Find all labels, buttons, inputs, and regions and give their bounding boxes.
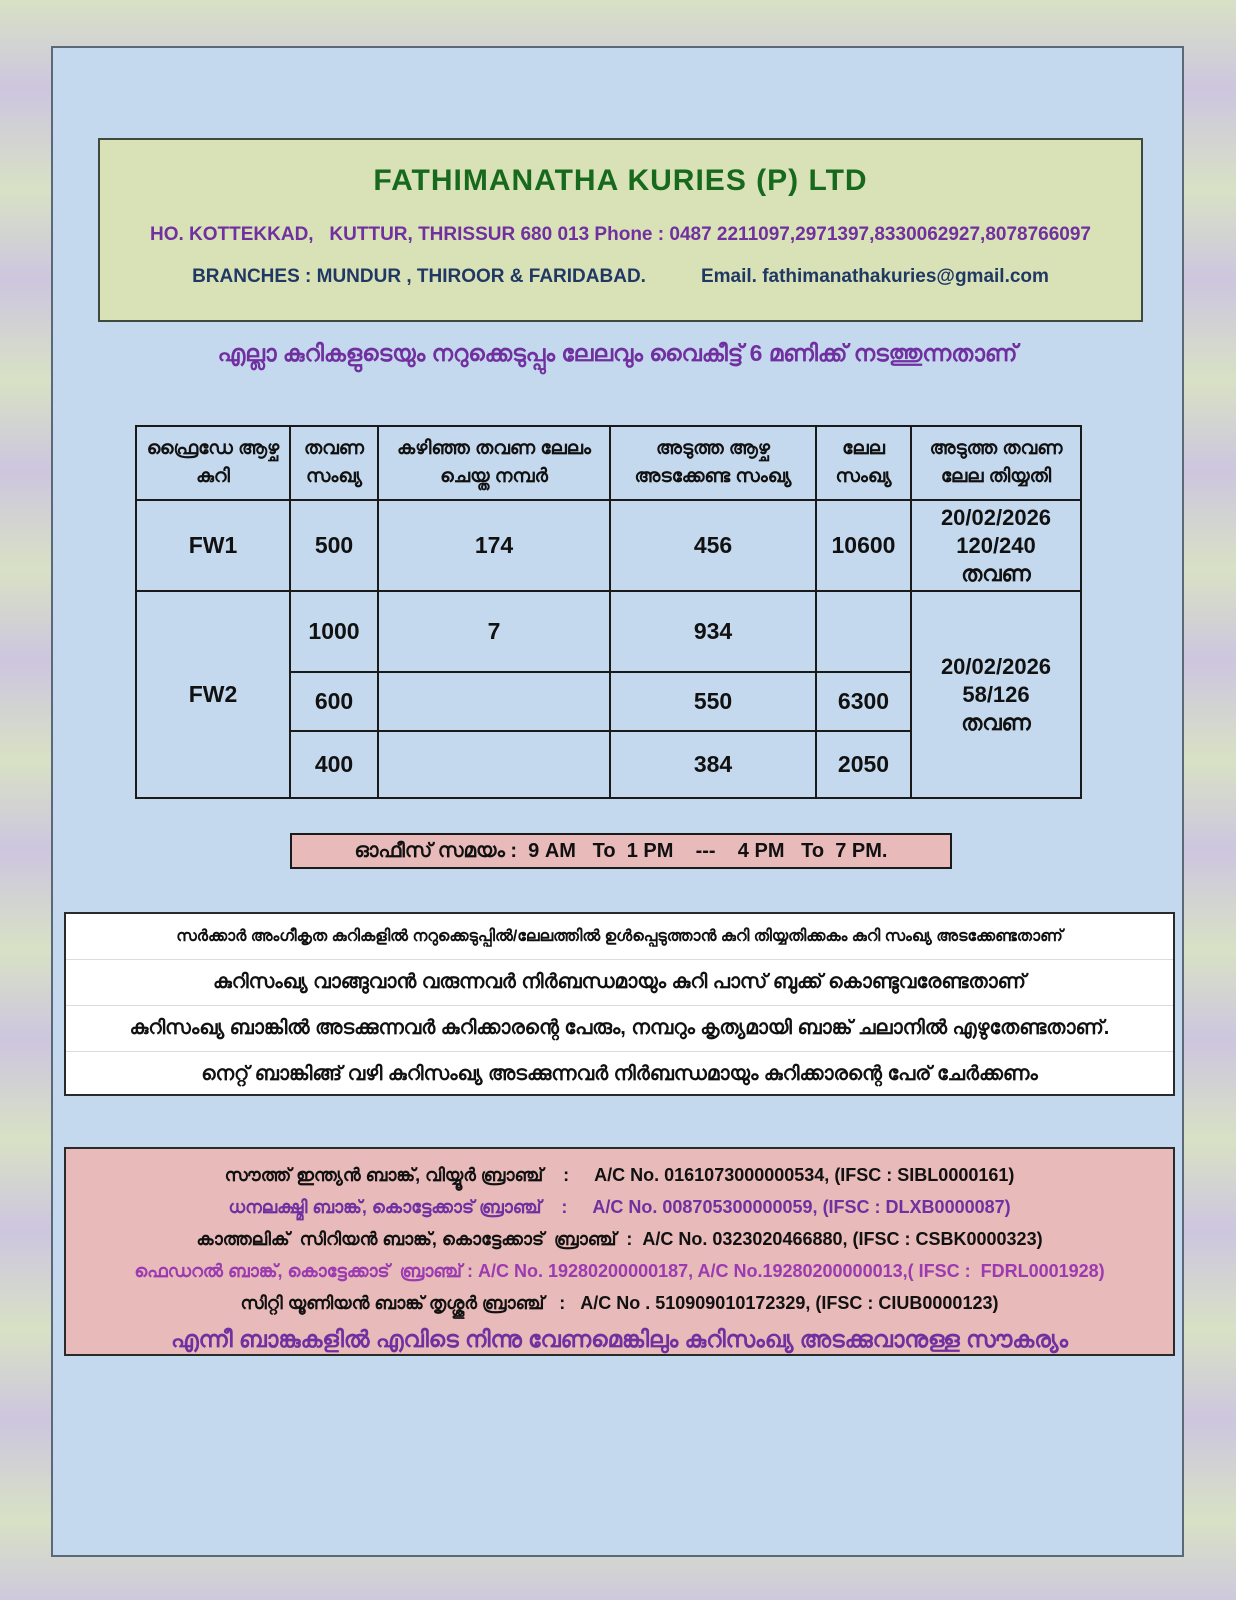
rules-notice-box: [64, 912, 1175, 1096]
bank-line-federal: ഫെഡറൽ ബാങ്ക്, കൊട്ടേക്കാട് ബ്രാഞ്ച് : A/C No. 19280200000187, A/C No.19280200000013,( IFSC : FDRL0001928): [134, 1260, 1105, 1281]
company-branches: BRANCHES : MUNDUR , THIROOR & FARIDABAD.: [192, 266, 646, 287]
bank-line-catholic-syrian: കാത്തലിക് സിറിയൻ ബാങ്ക്, കൊട്ടേക്കാട് ബ്രാഞ്ച് : A/C No. 0323020466880, (IFSC : CSBK0000323): [196, 1228, 1043, 1249]
fw2-last-auction-number-1000: 7: [378, 591, 610, 672]
notice-line-2: കുറിസംഖ്യ വാങ്ങുവാൻ വരുന്നവർ നിർബന്ധമായും കുറി പാസ് ബുക്ക് കൊണ്ടുവരേണ്ടതാണ്: [66, 960, 1173, 1006]
notice-line-3: കുറിസംഖ്യ ബാങ്കിൽ അടക്കുന്നവർ കുറിക്കാരന്റെ പേരും, നമ്പറും കൃത്യമായി ബാങ്ക് ചലാനിൽ എഴുതേണ്ടതാണ്.: [66, 1006, 1173, 1052]
fw2-auction-amount-600: 6300: [816, 672, 911, 731]
notice-line-4: നെറ്റ് ബാങ്കിങ്ങ് വഴി കുറിസംഖ്യ അടക്കുന്നവർ നിർബന്ധമായും കുറിക്കാരന്റെ പേര് ചേർക്കണം: [201, 1063, 1038, 1085]
fw2-kuri-code: FW2: [136, 591, 290, 798]
fw1-last-auction-number: 174: [378, 500, 610, 591]
fw1-kuri-code: FW1: [136, 500, 290, 591]
auction-time-announcement: എല്ലാ കുറികളുടെയും നറുക്കെടുപ്പും ലേലവും വൈകീട്ട് 6 മണിക്ക് നടത്തുന്നതാണ്: [217, 340, 1018, 366]
fw2-installment-400: 400: [290, 731, 378, 798]
office-hours-text: ഓഫീസ് സമയം : 9 AM To 1 PM --- 4 PM To 7 PM.: [354, 839, 888, 862]
bank-line-city-union: സിറ്റി യൂണിയൻ ബാങ്ക് തൃശ്ശൂർ ബ്രാഞ്ച് : A/C No . 510909010172329, (IFSC : CIUB0000123): [240, 1292, 999, 1313]
company-name: FATHIMANATHA KURIES (P) LTD: [373, 164, 868, 197]
header-installment-amount: തവണ സംഖ്യ: [290, 426, 378, 500]
bank-line-south-indian: സൗത്ത് ഇന്ത്യൻ ബാങ്ക്, വിയ്യൂർ ബ്രാഞ്ച് : A/C No. 0161073000000534, (IFSC : SIBL0000161): [224, 1164, 1015, 1185]
fw1-next-week-amount: 456: [610, 500, 816, 591]
fw2-auction-amount-1000: [816, 591, 911, 672]
notice-line-1: സർക്കാർ അംഗീകൃത കുറികളിൽ നറുക്കെടുപ്പിൽ/ലേലത്തിൽ ഉൾപ്പെടുത്താൻ കുറി തിയ്യതിക്കകം കുറി സംഖ്യ അടക്കേണ്ടതാണ്: [66, 914, 1173, 960]
table-header-row: [136, 426, 1081, 500]
company-email: Email. fathimanathakuries@gmail.com: [700, 266, 1049, 287]
header-friday-kuri: ഫ്രൈഡേ ആഴ്ച കുറി: [136, 426, 290, 500]
company-branches-line: [100, 266, 1141, 288]
header-next-auction-date: അടുത്ത തവണ ലേല തിയ്യതി: [911, 426, 1081, 500]
fw1-auction-amount: 10600: [816, 500, 911, 591]
header-auction-amount: ലേല സംഖ്യ: [816, 426, 911, 500]
fw2-installment-600: 600: [290, 672, 378, 731]
fw2-next-week-amount-400: 384: [610, 731, 816, 798]
fw2-next-auction-date: 20/02/2026 58/126 തവണ: [911, 591, 1081, 798]
fw2-auction-amount-400: 2050: [816, 731, 911, 798]
office-hours-box: [290, 833, 952, 869]
header-next-week-amount: അടുത്ത ആഴ്ച അടക്കേണ്ട സംഖ്യ: [610, 426, 816, 500]
fw1-installment: 500: [290, 500, 378, 591]
fw2-last-auction-number-400: [378, 731, 610, 798]
fw2-next-week-amount-1000: 934: [610, 591, 816, 672]
company-address-phone: HO. KOTTEKKAD, KUTTUR, THRISSUR 680 013 Phone : 0487 2211097,2971397,8330062927,8078766097: [149, 224, 1091, 245]
bank-line-dhanlaxmi: ധനലക്ഷ്മി ബാങ്ക്, കൊട്ടേക്കാട് ബ്രാഞ്ച് : A/C No. 008705300000059, (IFSC : DLXB0000087): [228, 1196, 1011, 1217]
bank-accounts-box: [64, 1147, 1175, 1356]
header-last-auction-number: കഴിഞ്ഞ തവണ ലേലം ചെയ്ത നമ്പർ: [378, 426, 610, 500]
table-row-fw1: [136, 500, 1081, 591]
fw2-installment-1000: 1000: [290, 591, 378, 672]
table-row-fw2-1000: [136, 591, 1081, 672]
company-header-box: [98, 138, 1143, 322]
fw2-next-week-amount-600: 550: [610, 672, 816, 731]
fw1-next-auction-date: 20/02/2026 120/240 തവണ: [911, 500, 1081, 591]
bank-footer-note: എന്നീ ബാങ്കുകളിൽ എവിടെ നിന്നു വേണമെങ്കിലും കുറിസംഖ്യ അടക്കുവാനുള്ള സൗകര്യം: [170, 1325, 1069, 1352]
notice-page: [51, 46, 1184, 1557]
fw2-last-auction-number-600: [378, 672, 610, 731]
kuri-schedule-table: [135, 425, 1082, 799]
